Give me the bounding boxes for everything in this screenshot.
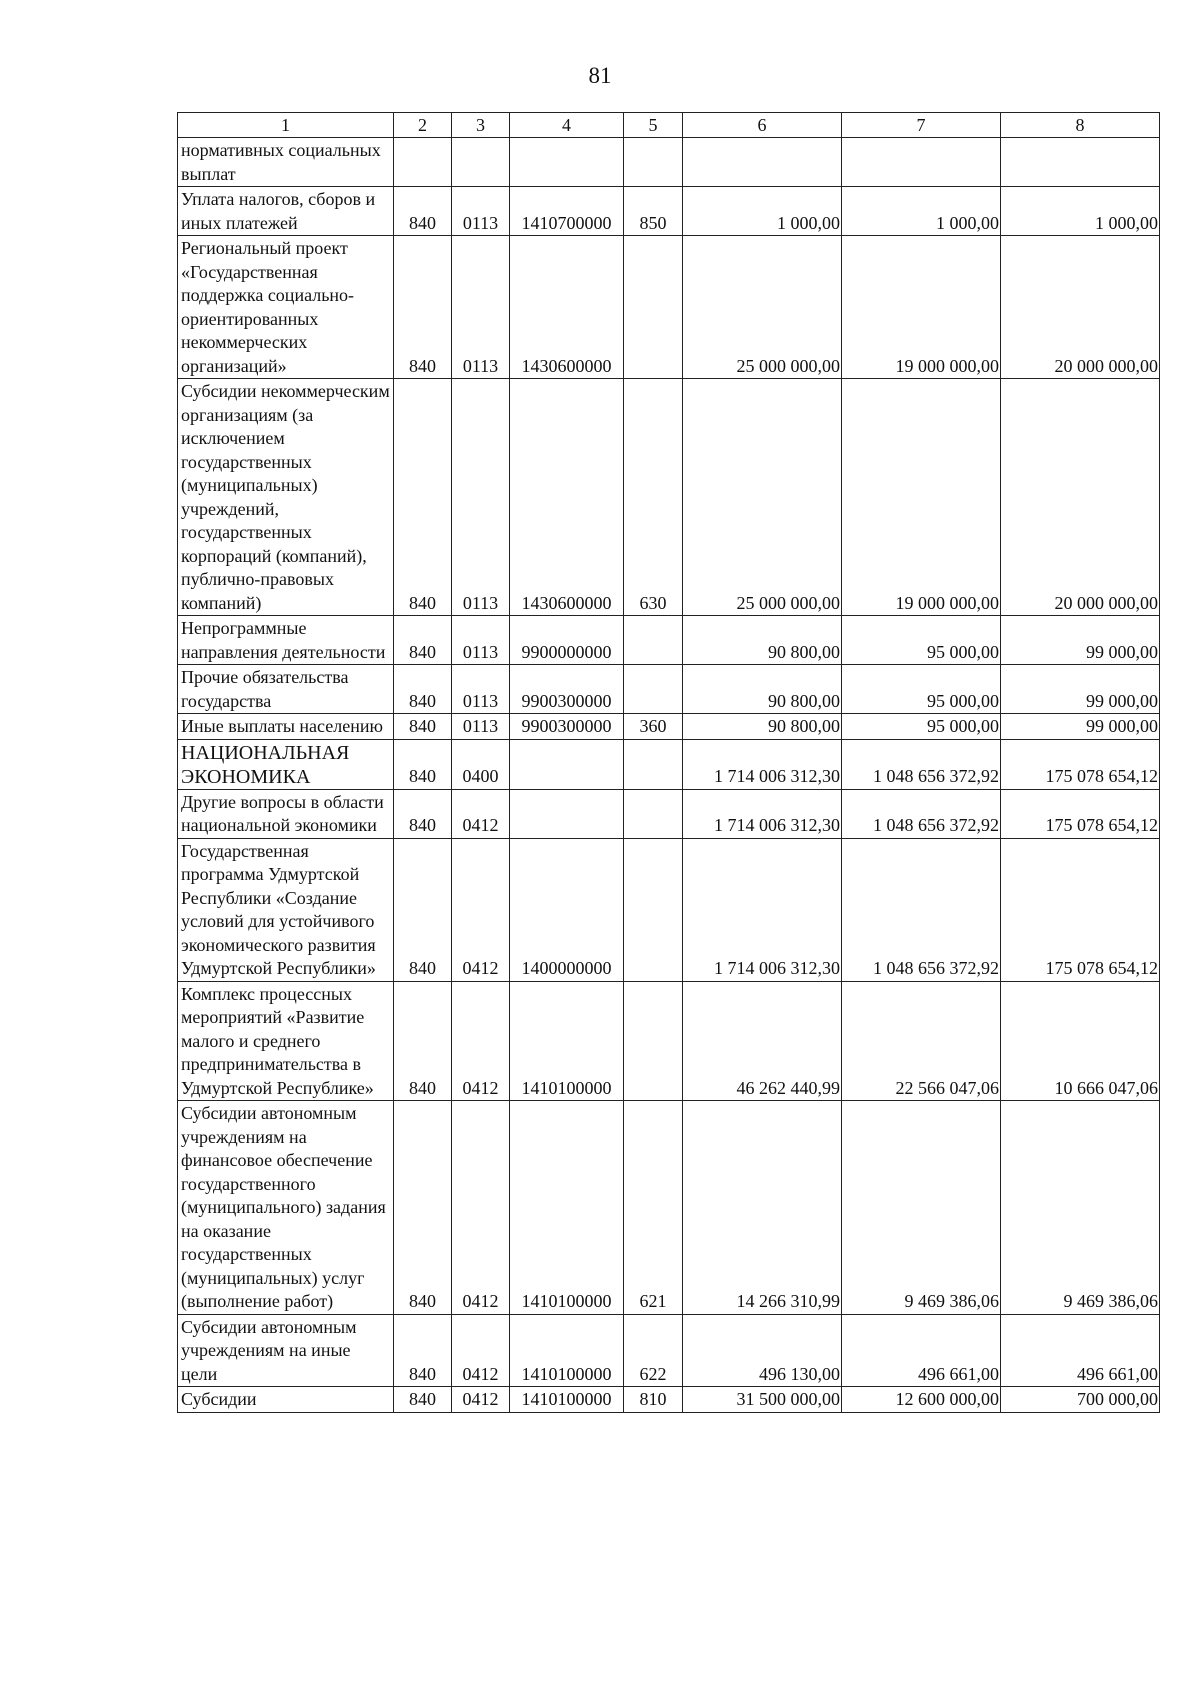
amount-col6-cell bbox=[683, 138, 842, 187]
table-row bbox=[178, 616, 1160, 665]
amount-col6-cell: 90 800,00 bbox=[683, 665, 842, 714]
amount-col8-cell: 175 078 654,12 bbox=[1001, 789, 1160, 838]
expense-type-cell bbox=[624, 616, 683, 665]
table-row bbox=[178, 714, 1160, 740]
amount-col7-cell: 1 000,00 bbox=[842, 187, 1001, 236]
department-code-cell: 840 bbox=[394, 789, 452, 838]
section-code-cell: 0400 bbox=[452, 739, 510, 789]
target-article-cell: 1430600000 bbox=[510, 236, 624, 379]
column-header-3: 3 bbox=[452, 113, 510, 138]
department-code-cell: 840 bbox=[394, 838, 452, 981]
amount-col6-cell: 46 262 440,99 bbox=[683, 981, 842, 1101]
table-row bbox=[178, 236, 1160, 379]
row-name-cell: Прочие обязательства государства bbox=[178, 665, 394, 714]
amount-col8-cell bbox=[1001, 138, 1160, 187]
table-row bbox=[178, 981, 1160, 1101]
department-code-cell: 840 bbox=[394, 714, 452, 740]
row-name-cell: Комплекс процессных мероприятий «Развитие малого и среднего предпринимательства в Удмуртской Республике» bbox=[178, 981, 394, 1101]
amount-col8-cell: 496 661,00 bbox=[1001, 1314, 1160, 1387]
target-article-cell: 1410700000 bbox=[510, 187, 624, 236]
table-row bbox=[178, 1314, 1160, 1387]
target-article-cell bbox=[510, 138, 624, 187]
amount-col7-cell: 22 566 047,06 bbox=[842, 981, 1001, 1101]
section-code-cell: 0412 bbox=[452, 1387, 510, 1413]
row-name-cell: нормативных социальных выплат bbox=[178, 138, 394, 187]
budget-table bbox=[177, 112, 1160, 1413]
department-code-cell: 840 bbox=[394, 379, 452, 616]
page-number: 81 bbox=[588, 63, 612, 88]
amount-col8-cell: 20 000 000,00 bbox=[1001, 236, 1160, 379]
amount-col7-cell: 496 661,00 bbox=[842, 1314, 1001, 1387]
expense-type-cell bbox=[624, 838, 683, 981]
expense-type-cell bbox=[624, 981, 683, 1101]
table-row bbox=[178, 739, 1160, 789]
target-article-cell: 1400000000 bbox=[510, 838, 624, 981]
amount-col8-cell: 99 000,00 bbox=[1001, 665, 1160, 714]
column-header-1: 1 bbox=[178, 113, 394, 138]
target-article-cell: 1410100000 bbox=[510, 1101, 624, 1315]
row-name-cell: Непрограммные направления деятельности bbox=[178, 616, 394, 665]
column-header-6: 6 bbox=[683, 113, 842, 138]
section-code-cell: 0412 bbox=[452, 1314, 510, 1387]
section-code-cell: 0113 bbox=[452, 616, 510, 665]
department-code-cell: 840 bbox=[394, 665, 452, 714]
department-code-cell: 840 bbox=[394, 981, 452, 1101]
department-code-cell: 840 bbox=[394, 1101, 452, 1315]
row-name-cell: Субсидии некоммерческим организациям (за исключением государственных (муниципальных) учреждений, государственных корпораций (компаний), публично-правовых компаний) bbox=[178, 379, 394, 616]
section-code-cell: 0412 bbox=[452, 838, 510, 981]
amount-col8-cell: 175 078 654,12 bbox=[1001, 838, 1160, 981]
expense-type-cell bbox=[624, 789, 683, 838]
expense-type-cell bbox=[624, 236, 683, 379]
department-code-cell: 840 bbox=[394, 739, 452, 789]
expense-type-cell bbox=[624, 138, 683, 187]
table-row bbox=[178, 665, 1160, 714]
amount-col8-cell: 1 000,00 bbox=[1001, 187, 1160, 236]
target-article-cell: 1410100000 bbox=[510, 981, 624, 1101]
amount-col7-cell: 12 600 000,00 bbox=[842, 1387, 1001, 1413]
amount-col7-cell: 19 000 000,00 bbox=[842, 236, 1001, 379]
department-code-cell: 840 bbox=[394, 616, 452, 665]
target-article-cell: 1430600000 bbox=[510, 379, 624, 616]
amount-col8-cell: 10 666 047,06 bbox=[1001, 981, 1160, 1101]
table-row bbox=[178, 187, 1160, 236]
amount-col8-cell: 99 000,00 bbox=[1001, 714, 1160, 740]
section-code-cell: 0113 bbox=[452, 187, 510, 236]
expense-type-cell: 622 bbox=[624, 1314, 683, 1387]
amount-col7-cell: 95 000,00 bbox=[842, 714, 1001, 740]
amount-col6-cell: 1 000,00 bbox=[683, 187, 842, 236]
target-article-cell: 9900300000 bbox=[510, 665, 624, 714]
amount-col8-cell: 99 000,00 bbox=[1001, 616, 1160, 665]
table-row bbox=[178, 789, 1160, 838]
table-row bbox=[178, 838, 1160, 981]
amount-col6-cell: 25 000 000,00 bbox=[683, 236, 842, 379]
section-code-cell: 0412 bbox=[452, 789, 510, 838]
department-code-cell: 840 bbox=[394, 187, 452, 236]
column-header-2: 2 bbox=[394, 113, 452, 138]
section-code-cell bbox=[452, 138, 510, 187]
department-code-cell: 840 bbox=[394, 1314, 452, 1387]
row-name-cell: Региональный проект «Государственная поддержка социально-ориентированных некоммерческих организаций» bbox=[178, 236, 394, 379]
row-name-cell: Субсидии bbox=[178, 1387, 394, 1413]
amount-col6-cell: 1 714 006 312,30 bbox=[683, 789, 842, 838]
target-article-cell: 9900300000 bbox=[510, 714, 624, 740]
row-name-cell: Субсидии автономным учреждениям на иные цели bbox=[178, 1314, 394, 1387]
section-code-cell: 0113 bbox=[452, 379, 510, 616]
column-header-5: 5 bbox=[624, 113, 683, 138]
amount-col7-cell: 1 048 656 372,92 bbox=[842, 789, 1001, 838]
table-row bbox=[178, 379, 1160, 616]
column-header-7: 7 bbox=[842, 113, 1001, 138]
amount-col7-cell: 9 469 386,06 bbox=[842, 1101, 1001, 1315]
table-row bbox=[178, 1101, 1160, 1315]
target-article-cell: 1410100000 bbox=[510, 1387, 624, 1413]
section-code-cell: 0113 bbox=[452, 714, 510, 740]
amount-col6-cell: 14 266 310,99 bbox=[683, 1101, 842, 1315]
expense-type-cell: 850 bbox=[624, 187, 683, 236]
amount-col6-cell: 90 800,00 bbox=[683, 616, 842, 665]
target-article-cell bbox=[510, 739, 624, 789]
amount-col7-cell: 1 048 656 372,92 bbox=[842, 739, 1001, 789]
amount-col6-cell: 496 130,00 bbox=[683, 1314, 842, 1387]
table-row bbox=[178, 1387, 1160, 1413]
amount-col6-cell: 1 714 006 312,30 bbox=[683, 739, 842, 789]
department-code-cell bbox=[394, 138, 452, 187]
amount-col7-cell: 19 000 000,00 bbox=[842, 379, 1001, 616]
amount-col6-cell: 25 000 000,00 bbox=[683, 379, 842, 616]
header-row bbox=[178, 113, 1160, 138]
expense-type-cell: 360 bbox=[624, 714, 683, 740]
department-code-cell: 840 bbox=[394, 236, 452, 379]
table-body bbox=[178, 138, 1160, 1413]
amount-col7-cell: 95 000,00 bbox=[842, 616, 1001, 665]
amount-col8-cell: 9 469 386,06 bbox=[1001, 1101, 1160, 1315]
row-name-cell: Субсидии автономным учреждениям на финансовое обеспечение государственного (муниципального) задания на оказание государственных (муниципальных) услуг (выполнение работ) bbox=[178, 1101, 394, 1315]
column-header-8: 8 bbox=[1001, 113, 1160, 138]
section-code-cell: 0412 bbox=[452, 981, 510, 1101]
amount-col7-cell: 1 048 656 372,92 bbox=[842, 838, 1001, 981]
amount-col8-cell: 20 000 000,00 bbox=[1001, 379, 1160, 616]
expense-type-cell: 621 bbox=[624, 1101, 683, 1315]
target-article-cell bbox=[510, 789, 624, 838]
target-article-cell: 1410100000 bbox=[510, 1314, 624, 1387]
amount-col6-cell: 90 800,00 bbox=[683, 714, 842, 740]
row-name-cell: Иные выплаты населению bbox=[178, 714, 394, 740]
expense-type-cell: 810 bbox=[624, 1387, 683, 1413]
expense-type-cell bbox=[624, 739, 683, 789]
amount-col7-cell: 95 000,00 bbox=[842, 665, 1001, 714]
section-code-cell: 0113 bbox=[452, 236, 510, 379]
expense-type-cell bbox=[624, 665, 683, 714]
row-name-cell: Уплата налогов, сборов и иных платежей bbox=[178, 187, 394, 236]
column-header-4: 4 bbox=[510, 113, 624, 138]
expense-type-cell: 630 bbox=[624, 379, 683, 616]
row-name-cell: НАЦИОНАЛЬНАЯ ЭКОНОМИКА bbox=[178, 739, 394, 789]
department-code-cell: 840 bbox=[394, 1387, 452, 1413]
amount-col7-cell bbox=[842, 138, 1001, 187]
section-code-cell: 0412 bbox=[452, 1101, 510, 1315]
table-row bbox=[178, 138, 1160, 187]
amount-col8-cell: 700 000,00 bbox=[1001, 1387, 1160, 1413]
section-code-cell: 0113 bbox=[452, 665, 510, 714]
amount-col6-cell: 1 714 006 312,30 bbox=[683, 838, 842, 981]
target-article-cell: 9900000000 bbox=[510, 616, 624, 665]
amount-col6-cell: 31 500 000,00 bbox=[683, 1387, 842, 1413]
row-name-cell: Государственная программа Удмуртской Республики «Создание условий для устойчивого экономического развития Удмуртской Республики» bbox=[178, 838, 394, 981]
row-name-cell: Другие вопросы в области национальной экономики bbox=[178, 789, 394, 838]
amount-col8-cell: 175 078 654,12 bbox=[1001, 739, 1160, 789]
